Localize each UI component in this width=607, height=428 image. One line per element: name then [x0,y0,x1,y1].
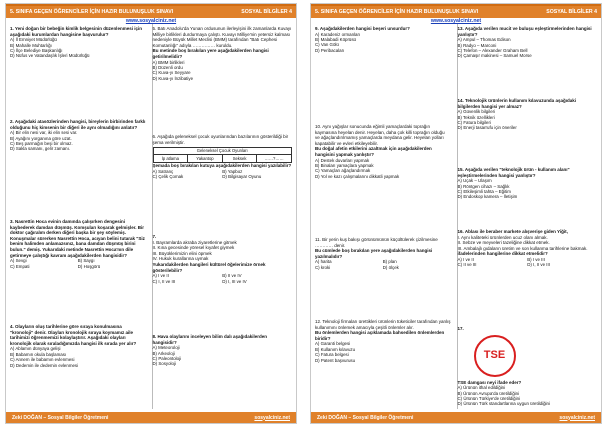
option-d[interactable]: D) I, II ve III [527,262,550,268]
option-d[interactable]: D) Hoşgörü [77,263,101,269]
question-text: 15. Aşağıda verilen "teknolojik ürün - kullanım alanı" eşleştirmelerinden hangisi yanlıştır? [457,167,570,178]
page-header [311,4,601,18]
option-b[interactable]: B) Yapboz [222,168,243,174]
option-b[interactable]: B) Ürünün Avrupa'da üretildiğini [457,390,520,396]
option-b[interactable]: B) Düzenli ordu [152,64,183,70]
question-text: 6. Aşağıda geleneksel çocuk oyunlarından bazılarının gösterildiği bir şema verilmiştir. [152,134,289,145]
option-c[interactable]: C) I, II ve III [152,278,176,284]
question-prompt: Bu doğal afetin etkilerini azaltmak için aşağıdakilerden hangisini yapmak yanlıştır? [315,146,432,157]
schema-cell: Seksek [223,155,258,163]
option-b[interactable]: B) Mahalle Muhtarlığı [10,42,52,48]
question-number: 17. [457,326,464,331]
question-text: 4. Olayların oluş tarihlerine göre sıraya konulmasına "kronoloji" denir. Olayları kronolojik sıraya koymamız aile tarihimizi öğrenmemizi kolaylaştırır. Aşağıdaki olayları kronolojik olarak sıraladığımızda hangisi ilk sırada yer alır? [10,324,137,346]
option-c[interactable]: C) Kuva-yı Seyyare [152,70,191,76]
option-d[interactable]: D) Kuva-yı İnzibatiye [152,75,194,81]
games-schema-table [153,147,293,163]
question-14 [458,98,598,131]
option-b[interactable]: B) Malabadi Köprüsü [315,37,357,42]
question-13 [458,26,598,59]
option-b[interactable]: B) II ve IV [222,273,242,279]
option-a[interactable]: A) I ve II [457,256,474,262]
option-d[interactable]: D) ölçek [382,264,399,270]
option-c[interactable]: C) Yamaçları ağaçlandırmak [315,168,371,174]
option-c[interactable]: C) Etkileşimli tahta – Eğitim [457,189,511,194]
option-a[interactable]: A) Ampul – Thomas Edison [457,37,511,43]
option-c[interactable]: C) Paleontoloji [152,356,182,361]
option-a[interactable]: A) Karadeniz ormanları [315,31,361,37]
question-prompt: Bu metinde boş bırakılan yere aşağıdakilerden hangisi getirilmelidir? [152,48,269,59]
question-prompt: ifadelerinden hangilerine dikkat etmelidir? [457,251,548,257]
question-5 [153,26,293,81]
footer-author: Zeki DOĞAN – Sosyal Bilgiler Öğretmeni [317,414,414,421]
footer-website-link[interactable]: sosyalciniz.net [254,414,290,421]
question-text: 11. Bir yerin kuş bakışı görünümünün küçültülerek çizilmesine ………… denir. [315,237,438,248]
question-text: 9. Aşağıdakilerden hangisi beşeri unsurdur? [315,26,410,31]
question-10 [315,124,451,179]
question-text: 16. Ablası ile beraber markete alışverişe giden Yiğit, [457,229,568,234]
option-c[interactable]: C) Ürünün Türkiye'de üretildiğini [457,396,520,401]
option-c[interactable]: C) Fatura bilgileri [457,120,491,125]
option-b[interactable]: B) Babamın okula başlaması [10,351,67,357]
statement: II. Kına gecesinde yöresel kıyafet giymek [152,245,235,251]
header-website-link[interactable]: www.sosyalciniz.net [430,18,482,24]
header-subject: SOSYAL BİLGİLER 4 [546,9,597,15]
option-b[interactable]: B) Röntgen cihazı – Sağlık [457,183,510,189]
question-text: 14. Teknolojik ürünlerin kullanım kılavuzunda aşağıdaki bilgilerden hangisi yer almaz? [457,98,576,109]
option-a[interactable]: A) Bir elin nesi var, iki elin sesi var. [10,130,78,136]
option-c[interactable]: C) Fatura belgesi [315,352,349,358]
option-d[interactable]: D) Patent başvurusu [315,357,356,363]
option-a[interactable]: A) Uçak – Ulaşım [457,178,492,184]
option-a[interactable]: A) Güvenlik bilgileri [457,109,496,115]
option-a[interactable]: A) Ürünün ithal edildiğini [457,385,506,391]
question-text: 5. Batı Anadolu'da Yunan ordusunun ilerleyişini ilk zamanlarda Kuvayı Milliye birlikleri durdurmaya çalıştı. Kuvayı Milliye'nin yetersiz kalması nedeniyle Büyük Millet Meclisi (BMM) tarafından "Batı Cephesi Komutanlığı" adıyla …………… kuruldu. [152,26,292,48]
option-c[interactable]: C) kroki [315,264,331,270]
question-6 [153,134,293,180]
option-d[interactable]: D) Endoskop kamera – İletişim [457,194,518,200]
option-a[interactable]: A) Sevgi [10,258,27,264]
question-4 [10,324,146,368]
question-number: 7. [152,234,157,239]
option-b[interactable]: B) I ve III [527,256,545,262]
question-text: 3. Nasrettin Hoca evinin damında çalışırken dengesini kaybederek damdan düşmüş. Komşuları koşarak gelmişler. Bir doktor çağıralım derken diğeri başka bir şey söylemiş. Konuşmalar sürerken Nasrettin Hoca, acıyan belini tutarak "Siz benim halimden anlamazsınız, bana damdan düşmüş birini bulun." demiş. Yukarıdaki metinde Nasrettin Hoca'nın dile getirmeye çalıştığı kavram aşağıdakilerden hangisidir? [10,219,145,258]
question-2 [10,119,146,152]
schema-cell-blank: ……?…… [264,155,284,161]
header-title: 5. SINIFA GEÇEN ÖĞRENCİLER İÇİN HAZIR BULUNUŞLUK SINAVI [315,9,479,15]
option-d[interactable]: D) I, III ve IV [222,278,247,284]
schema-cell: İp atlama [154,155,189,163]
option-c[interactable]: C) Telefon – Alexander Graham Bell [457,48,528,53]
option-d[interactable]: D) Yol ve kazı çalışmalarını dikkatli yapmak [315,173,400,179]
header-website-link[interactable]: www.sosyalciniz.net [125,18,177,24]
footer-website-link[interactable]: sosyalciniz.net [559,414,595,421]
question-text: 13. Aşağıda verilen mucit ve buluşu eşleştirmelerinden hangisi yanlıştır? [457,26,592,37]
option-a[interactable]: A) Destek duvarları yapmak [315,157,370,163]
option-b[interactable]: B) Saygı [77,258,95,264]
option-d[interactable]: D) Sosyoloji [152,361,176,367]
question-prompt: Yukarıdakilerden hangileri kültürel öğelerimize örnek gösterilebilir? [152,261,266,273]
statement: I. Aynı kaliteteki ürünlerden ucuz olanı almak. [457,234,548,240]
option-b[interactable]: B) Binaları yamaçlara yapmak [315,162,374,168]
question-prompt: Şemada boş bırakılan kutuya aşağıdakilerden hangisi yazılabilir? [152,163,292,169]
page-footer [6,412,296,423]
option-a[interactable]: A) Meteoroloji [152,345,180,351]
option-d[interactable]: D) Çamaşır makinesi – Samuel Morse [457,53,532,59]
exam-page-right [310,3,602,424]
option-b[interactable]: B) Arkeoloji [152,350,175,356]
question-17 [458,326,598,407]
question-15 [458,167,598,200]
statement: III. Ambalajlı gıdaların üretim ve son kullanma tarihlerine bakmak. [457,245,588,251]
option-a[interactable]: A) İl Emniyet Müdürlüğü [10,37,57,43]
option-c[interactable]: C) Annem ile babamın evlenmesi [10,357,75,363]
question-3 [10,219,146,269]
page-footer [311,412,601,423]
option-a[interactable]: A) BMM birlikleri [152,59,185,65]
question-prompt: TSE damgası neyi ifade eder? [457,379,522,385]
option-c[interactable]: C) II ve III [457,262,477,268]
question-text: 1. Yeni doğan bir bebeğin kimlik belgesinin düzenlenmesi için aşağıdaki kurumlardan hangisine başvurulur? [10,26,142,37]
option-b[interactable]: B) Teknik özellikleri [457,114,495,120]
exam-page-left [5,3,297,424]
option-c[interactable]: C) İlçe Belediye Başkanlığı [10,48,63,53]
option-c[interactable]: C) Çelik Çomak [152,174,184,180]
option-b[interactable]: B) Ayağını yorganına göre uzat. [10,135,72,141]
option-c[interactable]: C) Van Gölü [315,42,339,48]
header-subject: SOSYAL BİLGİLER 4 [241,9,292,15]
statement: I. Bayramlarda akraba ziyaretlerine gitmek [152,239,237,245]
option-d[interactable]: D) Dedemin ile dedemin evlenmesi [10,362,79,368]
option-d[interactable]: D) Enerji tasarrufu için öneriler [457,125,517,131]
question-11 [315,237,451,270]
question-text: 2. Aşağıdaki atasözlerinden hangisi, bireylerin birbirinden farklı olduğunu hiç kimsenin bir diğeri ile aynı olmadığını anlatır? [10,119,146,130]
option-c[interactable]: C) Empati [10,263,30,269]
option-c[interactable]: C) Beş parmağın beşi bir olmaz. [10,141,73,146]
option-d[interactable]: D) Sakla samanı, gelir zamanı. [10,146,71,152]
option-a[interactable]: A) Ablamın dünyaya gelişi [10,346,61,352]
question-1 [10,26,146,59]
statement: II. Sebze ve meyveleri tazeliğine dikkat etmek. [457,240,550,246]
question-prompt: Bu önlemlerden hangisi açıklamada bahsedilen önlemlerden biridir? [315,330,445,341]
schema-cell: Yakantop [188,155,223,163]
option-b[interactable]: B) plan [382,259,397,265]
option-b[interactable]: B) Radyo – Marconi [457,42,497,48]
option-a[interactable]: A) Garanti belgesi [315,341,351,347]
schema-title: Geleneksel Çocuk Oyunları [154,148,292,155]
question-prompt: Bu cümlede boş bırakılan yere aşağıdakilerden hangisi yazılmalıdır? [315,248,433,259]
footer-author: Zeki DOĞAN – Sosyal Bilgiler Öğretmeni [12,414,109,421]
header-title: 5. SINIFA GEÇEN ÖĞRENCİLER İÇİN HAZIR BULUNUŞLUK SINAVI [10,9,174,15]
question-text: 12. Teknoloji firmaları ürettikleri ürünlerin tüketiciler tarafından yanlış kullanımını önlemek amacıyla çeşitli önlemler alır. [315,319,451,330]
option-a[interactable]: A) harita [315,259,332,265]
question-text: 8. Hava olaylarını inceleyen bilim dalı aşağıdakilerden hangisidir? [152,334,268,345]
option-d[interactable]: D) Nüfus ve Vatandaşlık İşleri Müdürlüğü [10,53,90,59]
question-7 [153,234,293,284]
statement: IV. Hukuk kurallarına uymak [152,256,209,262]
question-8 [153,334,293,367]
question-16 [458,229,598,268]
option-d[interactable]: D) Peribacaları [315,47,345,53]
tse-logo-icon: TSE [474,335,516,377]
option-d[interactable]: D) Bilgisayar Oyunu [222,174,262,180]
question-9 [315,26,451,53]
question-text: 10. Aynı yağışlar sonucunda eğimli yamaçlardaki toprağın kaymasına heyelan denir. Heyelan, daha çok killi toprağın olduğu ve ağaçlandırılmamış yamaçlarda meydana gelir. Heyelan yolları kapatabilir ve evleri etkileyebilir. [315,124,445,146]
question-12 [315,319,451,363]
statement: III. Büyüklerimizin elini öpmek [152,250,212,256]
option-d[interactable]: D) Ürünün Türk standartlarına uygun üretildiğini [457,401,550,407]
option-b[interactable]: B) Kullanım kılavuzu [315,346,356,352]
page-header [6,4,296,18]
option-a[interactable]: A) I ve II [152,273,169,279]
option-a[interactable]: A) Satranç [152,168,174,174]
